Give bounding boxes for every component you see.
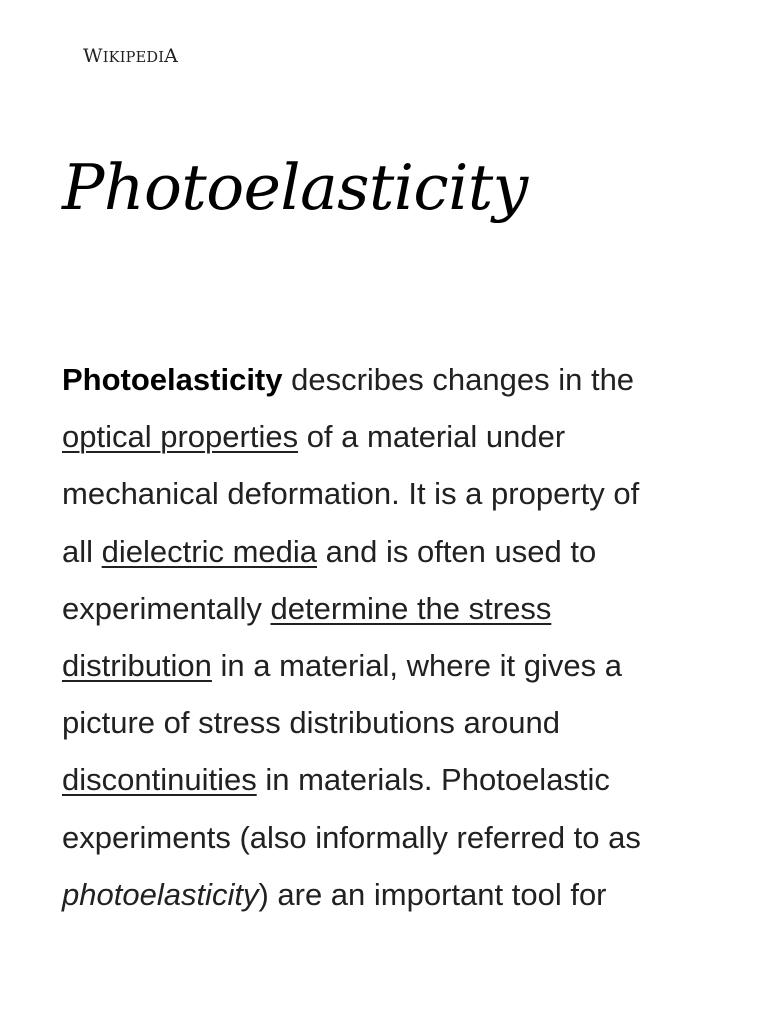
line-text: mechanical deformation. It is a property of xyxy=(62,476,640,512)
line-text: in materials. Photoelastic xyxy=(256,762,610,798)
link-discontinuities[interactable]: discontinuities xyxy=(62,762,257,798)
line-text: of a material under xyxy=(298,419,566,455)
wordmark-final: A xyxy=(164,45,179,67)
line-text: ) are an important tool for xyxy=(258,876,607,912)
paragraph-line xyxy=(62,694,722,751)
link-dielectric-media[interactable]: dielectric media xyxy=(101,533,318,569)
wordmark-middle: IKIPEDI xyxy=(102,50,165,66)
paragraph-line xyxy=(62,866,722,923)
line-text-pre: all xyxy=(62,533,102,569)
link-stress-distribution-part2[interactable]: distribution xyxy=(62,648,212,684)
link-optical-properties[interactable]: optical properties xyxy=(62,419,299,455)
wordmark-initial: W xyxy=(83,45,103,67)
paragraph-line xyxy=(62,751,722,808)
paragraph-line xyxy=(62,351,722,408)
line-text: describes changes in the xyxy=(282,362,635,397)
paragraph-line xyxy=(62,523,722,580)
line-text: picture of stress distributions around xyxy=(62,705,560,741)
paragraph-line xyxy=(62,408,722,465)
article-intro-paragraph xyxy=(62,351,722,923)
paragraph-line xyxy=(62,637,722,694)
link-stress-distribution-part1[interactable]: determine the stress xyxy=(270,590,552,626)
italic-term: photoelasticity xyxy=(62,876,259,912)
bold-term: Photoelasticity xyxy=(62,362,283,397)
line-text: and is often used to xyxy=(317,533,597,569)
paragraph-line xyxy=(62,580,722,637)
paragraph-line xyxy=(62,465,722,522)
line-text: in a material, where it gives a xyxy=(211,648,622,684)
paragraph-line xyxy=(62,809,722,866)
line-text-pre: experimentally xyxy=(62,590,271,626)
line-text: experiments (also informally referred to as xyxy=(62,819,641,855)
page-title: Photoelasticity xyxy=(62,151,528,224)
wikipedia-wordmark[interactable] xyxy=(83,44,178,70)
